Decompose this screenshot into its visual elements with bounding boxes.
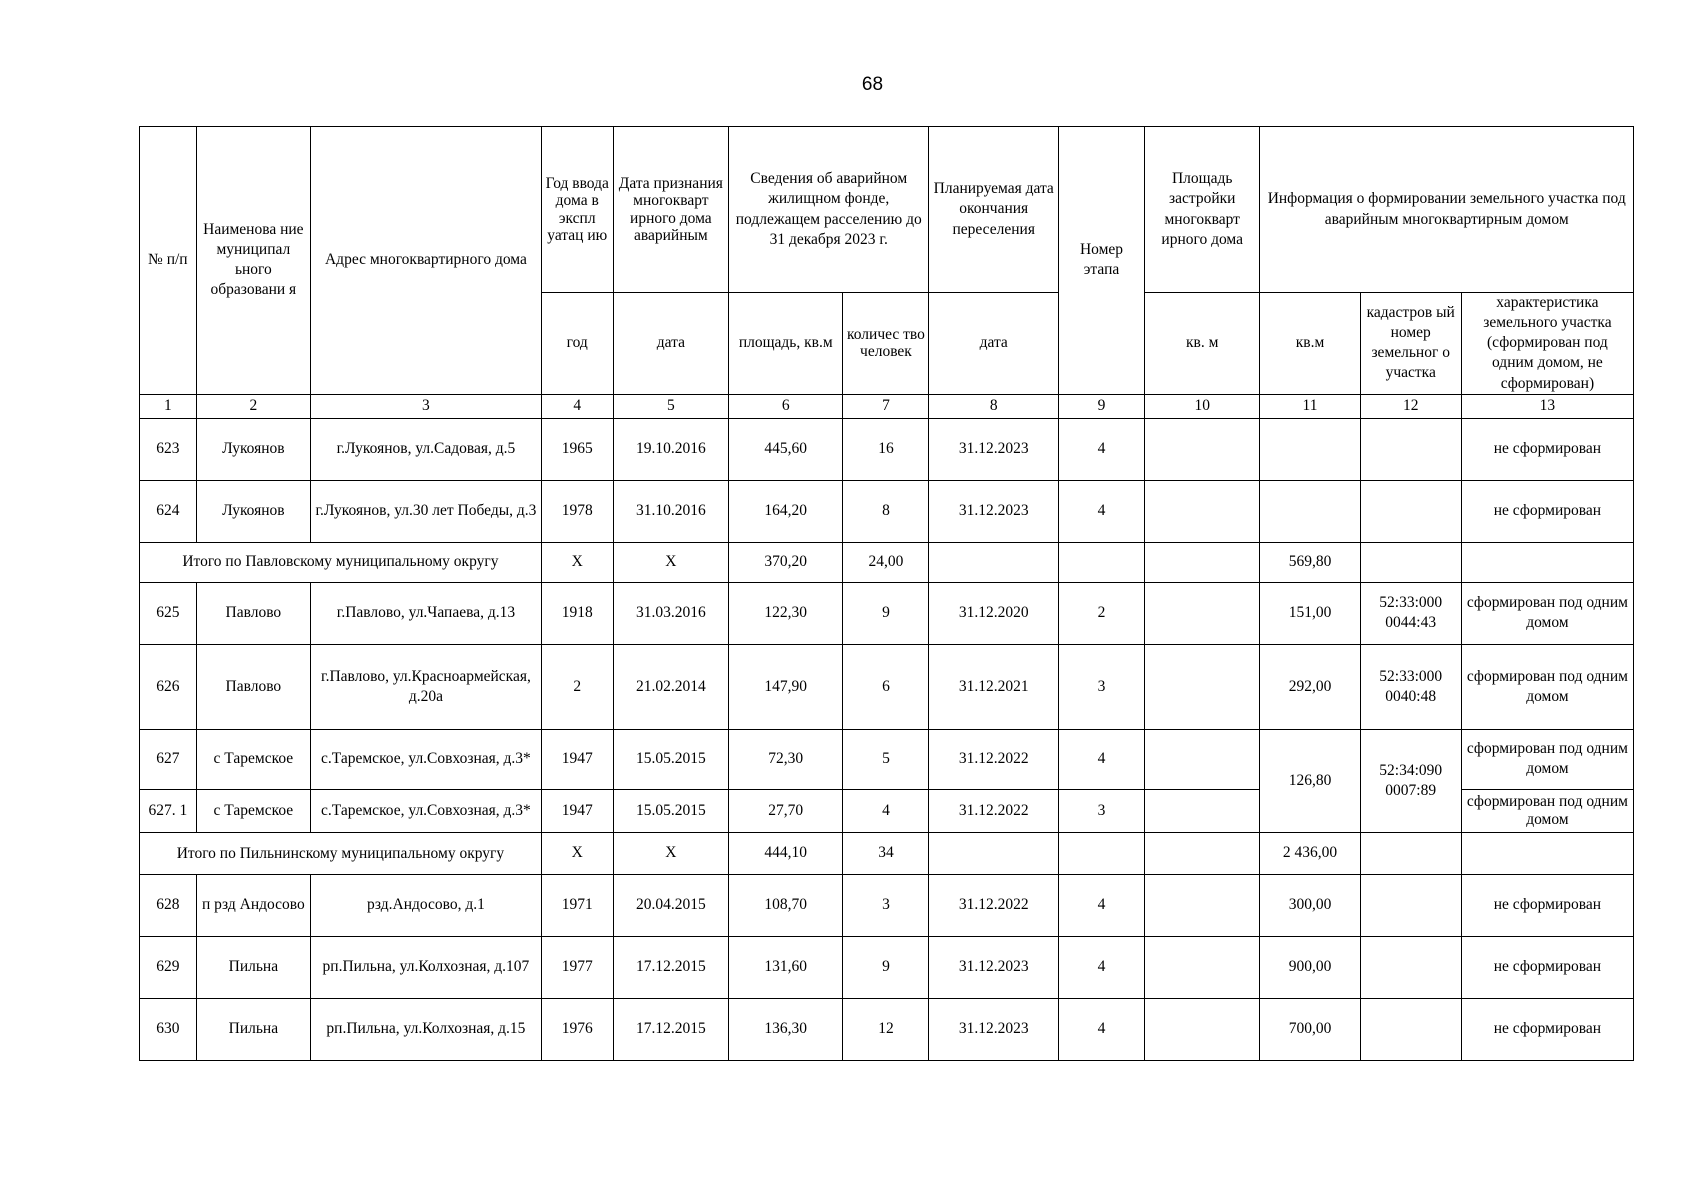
people: 4 (843, 789, 929, 832)
stage: 4 (1059, 874, 1145, 936)
cadastral-number (1360, 418, 1461, 480)
year: X (541, 832, 613, 874)
row-number: 627 (140, 729, 197, 789)
people: 34 (843, 832, 929, 874)
year: 1947 (541, 789, 613, 832)
planned-date: 31.12.2023 (929, 936, 1059, 998)
address: с.Таремское, ул.Совхозная, д.3* (311, 729, 542, 789)
total-row (140, 832, 1634, 874)
column-index: 4 (541, 394, 613, 418)
recognition-date: 17.12.2015 (613, 998, 728, 1060)
header-number: № п/п (140, 127, 197, 395)
stage (1059, 542, 1145, 582)
cadastral-number (1360, 998, 1461, 1060)
header-address: Адрес многоквартирного дома (311, 127, 542, 395)
recognition-date: X (613, 832, 728, 874)
address: с.Таремское, ул.Совхозная, д.3* (311, 789, 542, 832)
area: 445,60 (729, 418, 843, 480)
building-area (1145, 644, 1260, 729)
column-index: 10 (1145, 394, 1260, 418)
table-row (140, 936, 1634, 998)
planned-date: 31.12.2022 (929, 874, 1059, 936)
row-number: 624 (140, 480, 197, 542)
stage: 4 (1059, 998, 1145, 1060)
building-area (1145, 832, 1260, 874)
cadastral-number (1360, 480, 1461, 542)
land-status: не сформирован (1461, 480, 1633, 542)
address: г.Лукоянов, ул.30 лет Победы, д.3 (311, 480, 542, 542)
municipality: с Таремское (196, 789, 310, 832)
header-land-characteristic: характеристика земельного участка (сформирован под одним домом, не сформирован) (1461, 293, 1633, 395)
land-status: не сформирован (1461, 936, 1633, 998)
year: 1978 (541, 480, 613, 542)
land-area: 569,80 (1260, 542, 1360, 582)
municipality: Павлово (196, 582, 310, 644)
area: 136,30 (729, 998, 843, 1060)
header-row (140, 127, 1634, 293)
column-index: 1 (140, 394, 197, 418)
unit-planned-date: дата (929, 293, 1059, 395)
total-label: Итого по Павловскому муниципальному округу (140, 542, 542, 582)
land-area: 300,00 (1260, 874, 1360, 936)
building-area (1145, 582, 1260, 644)
year: 1971 (541, 874, 613, 936)
cadastral-number (1360, 874, 1461, 936)
stage: 4 (1059, 729, 1145, 789)
land-status (1461, 832, 1633, 874)
planned-date (929, 542, 1059, 582)
land-area: 900,00 (1260, 936, 1360, 998)
recognition-date: 21.02.2014 (613, 644, 728, 729)
header-municipality: Наименова ние муниципал ьного образовани я (196, 127, 310, 395)
row-number: 623 (140, 418, 197, 480)
total-row (140, 542, 1634, 582)
header-land-info: Информация о формировании земельного участка под аварийным многоквартирным домом (1260, 127, 1634, 293)
unit-area: площадь, кв.м (729, 293, 843, 395)
column-index: 6 (729, 394, 843, 418)
column-index: 5 (613, 394, 728, 418)
column-index: 11 (1260, 394, 1360, 418)
building-area (1145, 789, 1260, 832)
land-area: 700,00 (1260, 998, 1360, 1060)
column-index: 3 (311, 394, 542, 418)
year: 1965 (541, 418, 613, 480)
people: 24,00 (843, 542, 929, 582)
year: X (541, 542, 613, 582)
table-row (140, 998, 1634, 1060)
year: 1947 (541, 729, 613, 789)
cadastral-number (1360, 832, 1461, 874)
year: 1918 (541, 582, 613, 644)
people: 6 (843, 644, 929, 729)
address: рзд.Андосово, д.1 (311, 874, 542, 936)
column-index: 8 (929, 394, 1059, 418)
column-index: 13 (1461, 394, 1633, 418)
unit-date: дата (613, 293, 728, 395)
table-row (140, 874, 1634, 936)
land-area: 2 436,00 (1260, 832, 1360, 874)
row-number: 625 (140, 582, 197, 644)
recognition-date: 15.05.2015 (613, 729, 728, 789)
header-cadastral-number: кадастров ый номер земельног о участка (1360, 293, 1461, 395)
header-recognition-date: Дата признания многокварт ирного дома аварийным (613, 127, 728, 293)
stage: 3 (1059, 644, 1145, 729)
cadastral-number: 52:33:000 0044:43 (1360, 582, 1461, 644)
column-index: 12 (1360, 394, 1461, 418)
year: 1977 (541, 936, 613, 998)
municipality: Пильна (196, 936, 310, 998)
header-stage: Номер этапа (1059, 127, 1145, 395)
area: 147,90 (729, 644, 843, 729)
column-index: 7 (843, 394, 929, 418)
municipality: Лукоянов (196, 480, 310, 542)
recognition-date: 15.05.2015 (613, 789, 728, 832)
column-index-row (140, 394, 1634, 418)
emergency-housing-table (139, 126, 1634, 1061)
area: 72,30 (729, 729, 843, 789)
recognition-date: 20.04.2015 (613, 874, 728, 936)
address: г.Лукоянов, ул.Садовая, д.5 (311, 418, 542, 480)
header-planned-date: Планируемая дата окончания переселения (929, 127, 1059, 293)
row-number: 630 (140, 998, 197, 1060)
people: 5 (843, 729, 929, 789)
cadastral-number: 52:33:000 0040:48 (1360, 644, 1461, 729)
building-area (1145, 729, 1260, 789)
land-status: сформирован под одним домом (1461, 644, 1633, 729)
municipality: п рзд Андосово (196, 874, 310, 936)
people: 9 (843, 582, 929, 644)
building-area (1145, 418, 1260, 480)
unit-building-area: кв. м (1145, 293, 1260, 395)
recognition-date: 19.10.2016 (613, 418, 728, 480)
municipality: Пильна (196, 998, 310, 1060)
table-row (140, 729, 1634, 789)
land-area: 292,00 (1260, 644, 1360, 729)
land-status: не сформирован (1461, 418, 1633, 480)
stage: 4 (1059, 936, 1145, 998)
area: 108,70 (729, 874, 843, 936)
recognition-date: X (613, 542, 728, 582)
address: рп.Пильна, ул.Колхозная, д.15 (311, 998, 542, 1060)
land-status: сформирован под одним домом (1461, 729, 1633, 789)
recognition-date: 31.03.2016 (613, 582, 728, 644)
land-status (1461, 542, 1633, 582)
recognition-date: 31.10.2016 (613, 480, 728, 542)
land-area (1260, 418, 1360, 480)
land-status: сформирован под одним домом (1461, 789, 1633, 832)
unit-year: год (541, 293, 613, 395)
people: 3 (843, 874, 929, 936)
area: 444,10 (729, 832, 843, 874)
building-area (1145, 542, 1260, 582)
land-area: 151,00 (1260, 582, 1360, 644)
municipality: Павлово (196, 644, 310, 729)
area: 27,70 (729, 789, 843, 832)
people: 9 (843, 936, 929, 998)
planned-date (929, 832, 1059, 874)
building-area (1145, 874, 1260, 936)
land-status: не сформирован (1461, 998, 1633, 1060)
stage (1059, 832, 1145, 874)
header-emergency-fund: Сведения об аварийном жилищном фонде, подлежащем расселению до 31 декабря 2023 г. (729, 127, 929, 293)
cadastral-number (1360, 542, 1461, 582)
unit-people: количес тво человек (843, 293, 929, 395)
area: 131,60 (729, 936, 843, 998)
stage: 4 (1059, 418, 1145, 480)
land-area (1260, 480, 1360, 542)
stage: 2 (1059, 582, 1145, 644)
address: г.Павлово, ул.Красноармейская, д.20а (311, 644, 542, 729)
row-number: 629 (140, 936, 197, 998)
row-number: 626 (140, 644, 197, 729)
table-row (140, 480, 1634, 542)
row-number: 628 (140, 874, 197, 936)
table-row (140, 644, 1634, 729)
planned-date: 31.12.2022 (929, 789, 1059, 832)
year: 2 (541, 644, 613, 729)
area: 164,20 (729, 480, 843, 542)
people: 8 (843, 480, 929, 542)
planned-date: 31.12.2021 (929, 644, 1059, 729)
area: 370,20 (729, 542, 843, 582)
planned-date: 31.12.2022 (929, 729, 1059, 789)
stage: 3 (1059, 789, 1145, 832)
header-building-area: Площадь застройки многокварт ирного дома (1145, 127, 1260, 293)
land-area: 126,80 (1260, 729, 1360, 832)
planned-date: 31.12.2023 (929, 480, 1059, 542)
row-number: 627. 1 (140, 789, 197, 832)
stage: 4 (1059, 480, 1145, 542)
recognition-date: 17.12.2015 (613, 936, 728, 998)
address: г.Павлово, ул.Чапаева, д.13 (311, 582, 542, 644)
municipality: с Таремское (196, 729, 310, 789)
planned-date: 31.12.2023 (929, 418, 1059, 480)
column-index: 2 (196, 394, 310, 418)
total-label: Итого по Пильнинскому муниципальному округу (140, 832, 542, 874)
building-area (1145, 480, 1260, 542)
building-area (1145, 998, 1260, 1060)
planned-date: 31.12.2023 (929, 998, 1059, 1060)
header-year: Год ввода дома в экспл уатац ию (541, 127, 613, 293)
address: рп.Пильна, ул.Колхозная, д.107 (311, 936, 542, 998)
building-area (1145, 936, 1260, 998)
page-number: 68 (861, 74, 884, 95)
table-row (140, 582, 1634, 644)
land-status: не сформирован (1461, 874, 1633, 936)
municipality: Лукоянов (196, 418, 310, 480)
area: 122,30 (729, 582, 843, 644)
year: 1976 (541, 998, 613, 1060)
cadastral-number (1360, 936, 1461, 998)
people: 12 (843, 998, 929, 1060)
table-row (140, 418, 1634, 480)
planned-date: 31.12.2020 (929, 582, 1059, 644)
column-index: 9 (1059, 394, 1145, 418)
people: 16 (843, 418, 929, 480)
land-status: сформирован под одним домом (1461, 582, 1633, 644)
cadastral-number: 52:34:090 0007:89 (1360, 729, 1461, 832)
unit-land-area: кв.м (1260, 293, 1360, 395)
